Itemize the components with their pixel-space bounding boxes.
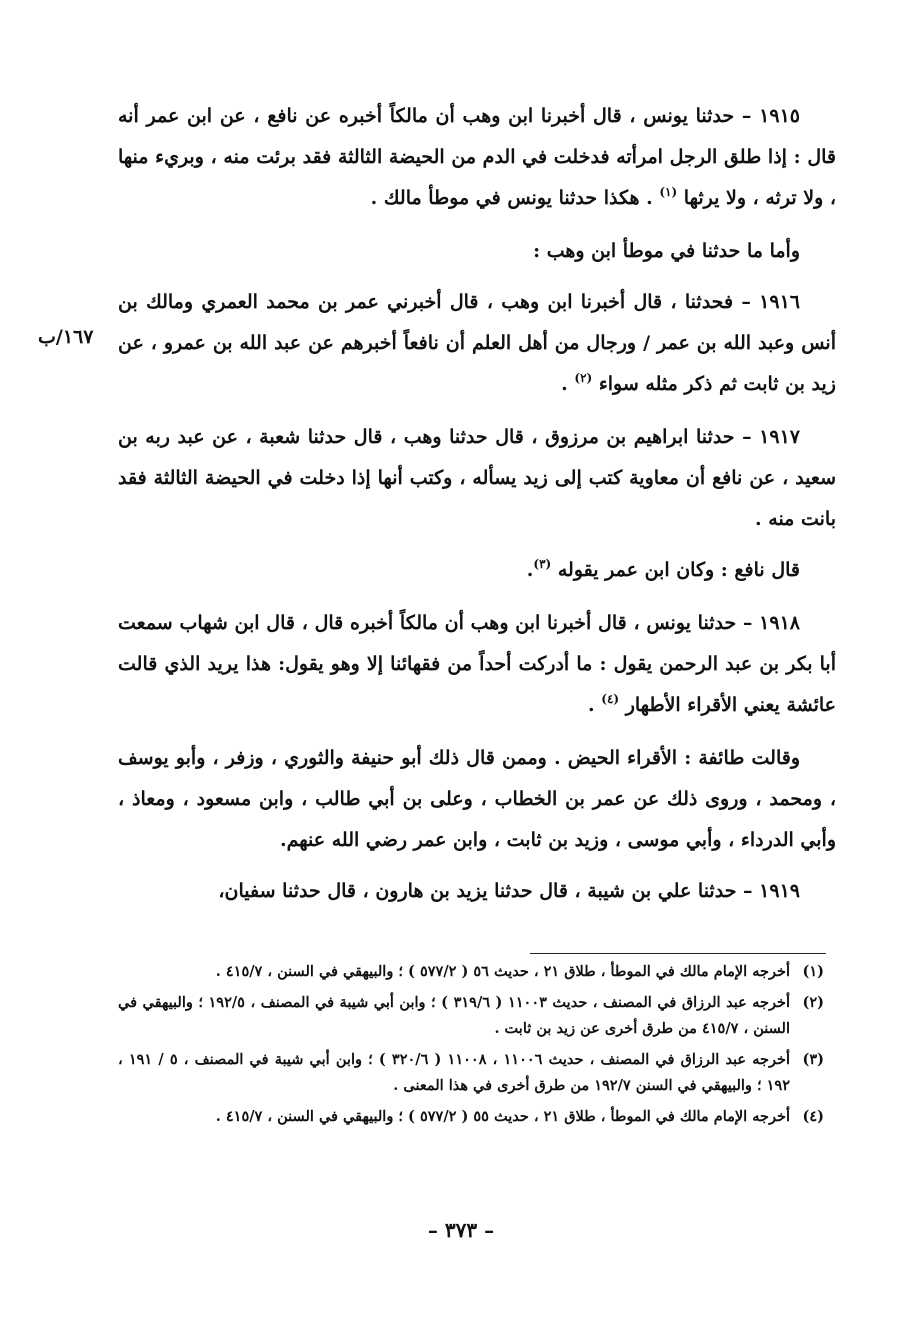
paragraph-hadith-1915: ١٩١٥ – حدثنا يونس ، قال أخبرنا ابن وهب أن مالكاً أخبره عن نافع ، عن ابن عمر أنه قال : إذا طلق الرجل امرأته فدخلت في الدم من الحيضة الثالثة فقد برئت منه ، وبريء منها ، ولا ترثه ، ولا يرثها $^{(١)}$ . هكذا حدثنا يونس في موطأ مالك . xyxy=(118,105,836,209)
footnote-ref-3[interactable]: (٣) xyxy=(533,557,552,571)
footnote-item xyxy=(118,990,824,1042)
footnote-ref-2[interactable]: (٢) xyxy=(574,371,593,385)
footnote-number: (٣) xyxy=(802,1051,824,1068)
paragraph-hadith-1917: ١٩١٧ – حدثنا ابراهيم بن مرزوق ، قال حدثنا وهب ، قال حدثنا شعبة ، عن عبد ربه بن سعيد ، عن نافع أن معاوية كتب إلى زيد يسأله ، وكتب أنها إذا دخلت في الحيضة الثالثة فقد بانت منه . xyxy=(118,426,836,530)
main-text xyxy=(118,96,836,922)
paragraph-hadith-1916: ١٩١٦ – فحدثنا ، قال أخبرنا ابن وهب ، قال أخبرني عمر بن محمد العمري ومالك بن أنس وعبد الله بن عمر / ورجال من أهل العلم أن نافعاً أخبرهم عن عبد الله بن عمرو ، عن زيد بن ثابت ثم ذكر مثله سواء $^{(٢)}$ . xyxy=(118,291,836,395)
footnotes-section xyxy=(118,959,824,1135)
footnote-text: أخرجه الإمام مالك في الموطأ ، طلاق ٢١ ، حديث ٥٥ ( ٥٧٧/٢ ) ؛ والبيهقي في السنن ، ٤١٥/٧ . xyxy=(215,1108,790,1125)
footnote-text: أخرجه الإمام مالك في الموطأ ، طلاق ٢١ ، حديث ٥٦ ( ٥٧٧/٢ ) ؛ والبيهقي في السنن ، ٤١٥/٧ . xyxy=(215,963,790,980)
footnote-text: أخرجه عبد الرزاق في المصنف ، حديث ١١٠٠٦ ، ١١٠٠٨ ( ٣٢٠/٦ ) ؛ وابن أبي شيبة في المصنف ، ٥ / ١٩١ ، ١٩٢ ؛ والبيهقي في السنن ١٩٢/٧ من طرق أخرى في هذا المعنى . xyxy=(118,1051,790,1094)
paragraph-nafi: قال نافع : وكان ابن عمر يقوله $^{(٣)}$. xyxy=(526,557,800,581)
paragraph-other-group: وقالت طائفة : الأقراء الحيض . وممن قال ذلك أبو حنيفة والثوري ، وزفر ، وأبو يوسف ، ومحمد ، وروى ذلك عن عمر بن الخطاب ، وعلى بن أبي طالب ، وابن مسعود ، ومعاذ ، وأبي الدرداء ، وأبي موسى ، وزيد بن ثابت ، وابن عمر رضي الله عنهم. xyxy=(118,747,836,851)
manuscript-folio-note: ١٦٧/ب xyxy=(38,326,94,348)
footnote-text: أخرجه عبد الرزاق في المصنف ، حديث ١١٠٠٣ ( ٣١٩/٦ ) ؛ وابن أبي شيبة في المصنف ، ١٩٢/٥ ؛ والبيهقي في السنن ، ٤١٥/٧ من طرق أخرى عن زيد بن ثابت . xyxy=(118,994,791,1037)
footnote-number: (١) xyxy=(802,963,824,980)
footnote-item xyxy=(118,1104,824,1130)
footnote-ref-4[interactable]: (٤) xyxy=(601,692,620,706)
page-number: – ٣٧٣ – xyxy=(427,1218,495,1242)
footnote-number: (٢) xyxy=(802,994,824,1011)
footnote-item xyxy=(118,959,824,985)
paragraph-hadith-1919: ١٩١٩ – حدثنا علي بن شيبة ، قال حدثنا يزيد بن هارون ، قال حدثنا سفيان، xyxy=(218,880,800,902)
footnote-divider xyxy=(530,953,826,954)
footnote-ref-1[interactable]: (١) xyxy=(659,185,678,199)
paragraph-intro: وأما ما حدثنا في موطأ ابن وهب : xyxy=(533,240,800,262)
paragraph-hadith-1918: ١٩١٨ – حدثنا يونس ، قال أخبرنا ابن وهب أن مالكاً أخبره قال ، قال ابن شهاب سمعت أبا بكر بن عبد الرحمن يقول : ما أدركت أحداً من فقهائنا إلا وهو يقول: هذا يريد الذي قالت عائشة يعني الأقراء الأطهار $^{(٤)}$ . xyxy=(118,612,836,716)
footnote-number: (٤) xyxy=(802,1108,824,1125)
footnote-item xyxy=(118,1047,824,1099)
